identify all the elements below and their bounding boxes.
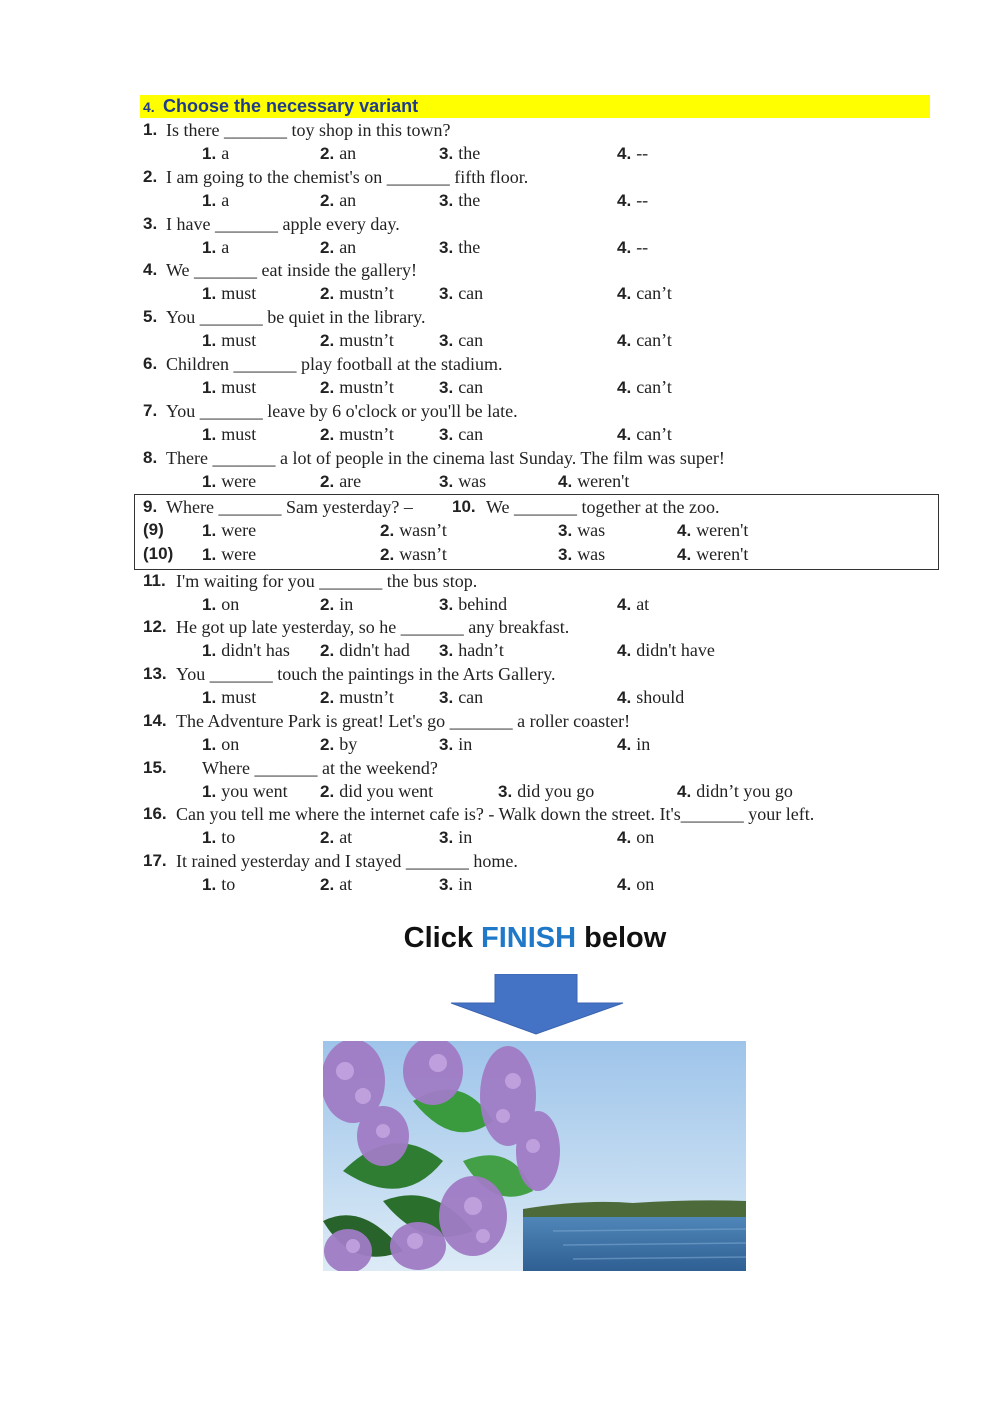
- question-line: [0, 571, 1000, 595]
- question-text: Where _______ at the weekend?: [202, 758, 438, 778]
- question-text: Can you tell me where the internet cafe is? - Walk down the street. It's_______ your left.: [176, 804, 815, 824]
- question-number: 11.: [143, 571, 166, 590]
- option-text: can’t: [636, 377, 672, 397]
- answer-option[interactable]: [202, 640, 290, 661]
- option-text: should: [636, 687, 685, 707]
- option-number: 4.: [617, 875, 632, 894]
- question-line: [0, 354, 1000, 378]
- question-line: [0, 214, 1000, 238]
- option-number: 2.: [380, 521, 395, 540]
- options-line: [0, 471, 1000, 495]
- option-number: 4.: [617, 284, 632, 303]
- option-text: in: [458, 874, 473, 894]
- option-number: 3.: [439, 425, 454, 444]
- option-text: an: [339, 237, 357, 257]
- answer-option[interactable]: [439, 471, 486, 492]
- option-number: 1.: [202, 735, 217, 754]
- question-line: [0, 851, 1000, 875]
- option-number: 2.: [320, 378, 335, 397]
- option-text: at: [339, 874, 353, 894]
- option-number: 4.: [677, 521, 692, 540]
- answer-option[interactable]: [439, 330, 483, 351]
- answer-option[interactable]: [439, 827, 472, 848]
- option-text: a: [221, 237, 230, 257]
- option-number: 1.: [202, 875, 217, 894]
- option-number: 1.: [202, 472, 217, 491]
- answer-option[interactable]: [202, 471, 256, 492]
- blank-tag: (9): [143, 520, 164, 539]
- option-number: 4.: [677, 545, 692, 564]
- option-number: 2.: [320, 782, 335, 801]
- option-number: 2.: [320, 875, 335, 894]
- option-text: in: [636, 734, 651, 754]
- option-text: --: [636, 237, 649, 257]
- option-number: 1.: [202, 284, 217, 303]
- option-text: by: [339, 734, 358, 754]
- option-text: at: [339, 827, 353, 847]
- option-text: was: [577, 544, 606, 564]
- question-number: 17.: [143, 851, 167, 870]
- option-number: 4.: [677, 782, 692, 801]
- question-number: 6.: [143, 354, 158, 373]
- answer-option[interactable]: [439, 874, 472, 895]
- option-text: mustn’t: [339, 377, 394, 397]
- option-text: must: [221, 283, 257, 303]
- option-number: 1.: [202, 331, 217, 350]
- option-text: must: [221, 377, 257, 397]
- answer-option[interactable]: [439, 424, 483, 445]
- option-number: 4.: [617, 144, 632, 163]
- option-text: mustn’t: [339, 330, 394, 350]
- options-line: [0, 377, 1000, 401]
- heading-number: 4.: [143, 99, 155, 115]
- answer-option[interactable]: [439, 594, 507, 615]
- section-heading: [140, 95, 930, 118]
- answer-option[interactable]: [202, 424, 256, 445]
- question-number: 12.: [143, 617, 167, 636]
- answer-option[interactable]: [320, 190, 356, 211]
- option-text: a: [221, 190, 230, 210]
- answer-option[interactable]: [320, 827, 352, 848]
- option-number: 4.: [617, 425, 632, 444]
- option-text: weren't: [696, 520, 749, 540]
- option-number: 1.: [202, 191, 217, 210]
- question-text: We _______ together at the zoo.: [486, 497, 720, 517]
- option-text: didn't have: [636, 640, 715, 660]
- question-line: [0, 167, 1000, 191]
- answer-option[interactable]: [320, 594, 353, 615]
- question-line: [0, 401, 1000, 425]
- options-line: [0, 687, 1000, 711]
- option-number: 3.: [439, 875, 454, 894]
- option-text: can: [458, 687, 484, 707]
- option-text: were: [221, 544, 257, 564]
- option-text: were: [221, 471, 257, 491]
- option-text: behind: [458, 594, 508, 614]
- answer-option[interactable]: [320, 781, 433, 802]
- answer-option[interactable]: [439, 640, 504, 661]
- answer-option[interactable]: [617, 190, 648, 211]
- option-number: 4.: [617, 331, 632, 350]
- answer-option[interactable]: [677, 781, 793, 802]
- question-number: 14.: [143, 711, 167, 730]
- question-number: 8.: [143, 448, 158, 467]
- answer-option[interactable]: [320, 143, 356, 164]
- options-line: [0, 283, 1000, 307]
- question-line: [0, 307, 1000, 331]
- lilac-flowers-lake-photo: [323, 1041, 746, 1271]
- option-text: can: [458, 283, 484, 303]
- answer-option[interactable]: [558, 471, 629, 492]
- option-text: can’t: [636, 424, 672, 444]
- question-number: 15.: [143, 758, 167, 777]
- option-number: 2.: [320, 191, 335, 210]
- option-text: the: [458, 143, 481, 163]
- option-number: 4.: [617, 828, 632, 847]
- question-number: 13.: [143, 664, 167, 683]
- option-number: 2.: [320, 331, 335, 350]
- option-text: a: [221, 143, 230, 163]
- option-number: 4.: [617, 595, 632, 614]
- option-text: weren't: [696, 544, 749, 564]
- option-text: can: [458, 377, 484, 397]
- option-text: can: [458, 424, 484, 444]
- question-number: 16.: [143, 804, 167, 823]
- option-number: 1.: [202, 521, 217, 540]
- answer-option[interactable]: [320, 874, 352, 895]
- answer-option[interactable]: [617, 330, 672, 351]
- options-line: [0, 143, 1000, 167]
- answer-option[interactable]: [439, 377, 483, 398]
- question-text: I have _______ apple every day.: [166, 214, 400, 234]
- answer-option[interactable]: [202, 143, 229, 164]
- answer-option[interactable]: [320, 237, 356, 258]
- option-text: on: [221, 734, 240, 754]
- answer-option[interactable]: [617, 734, 650, 755]
- question-line: [0, 711, 1000, 735]
- options-line: [0, 640, 1000, 664]
- options-line: [0, 734, 1000, 758]
- answer-option[interactable]: [439, 190, 480, 211]
- answer-option[interactable]: [617, 237, 648, 258]
- options-line: [0, 781, 1000, 805]
- answer-option[interactable]: [320, 283, 394, 304]
- answer-option[interactable]: [320, 640, 410, 661]
- question-line: [0, 120, 1000, 144]
- option-text: did you went: [339, 781, 434, 801]
- option-number: 4.: [617, 378, 632, 397]
- option-number: 3.: [439, 191, 454, 210]
- option-number: 1.: [202, 545, 217, 564]
- answer-option[interactable]: [439, 734, 472, 755]
- option-text: didn’t you go: [696, 781, 793, 801]
- option-number: 1.: [202, 688, 217, 707]
- option-text: hadn’t: [458, 640, 504, 660]
- option-text: must: [221, 330, 257, 350]
- answer-option[interactable]: [439, 283, 483, 304]
- question-line: [0, 758, 1000, 782]
- option-number: 3.: [558, 545, 573, 564]
- option-text: wasn’t: [399, 544, 447, 564]
- answer-option[interactable]: [320, 330, 394, 351]
- finish-word: FINISH: [481, 922, 577, 954]
- question-text: You _______ leave by 6 o'clock or you'll be late.: [166, 401, 518, 421]
- question-text: Is there _______ toy shop in this town?: [166, 120, 451, 140]
- answer-option[interactable]: [202, 377, 256, 398]
- question-text: I'm waiting for you _______ the bus stop.: [176, 571, 478, 591]
- question-text: The Adventure Park is great! Let's go _______ a roller coaster!: [176, 711, 631, 731]
- options-line: [0, 594, 1000, 618]
- answer-option[interactable]: [617, 424, 672, 445]
- options-line: [0, 237, 1000, 261]
- option-text: to: [221, 874, 236, 894]
- option-text: an: [339, 143, 357, 163]
- option-text: can’t: [636, 330, 672, 350]
- answer-option[interactable]: [617, 827, 654, 848]
- question-text: Where _______ Sam yesterday? –: [166, 497, 413, 517]
- question-text: He got up late yesterday, so he _______ any breakfast.: [176, 617, 570, 637]
- answer-option[interactable]: [202, 827, 235, 848]
- option-number: 3.: [439, 735, 454, 754]
- option-number: 2.: [320, 144, 335, 163]
- answer-option[interactable]: [320, 424, 394, 445]
- question-number: 3.: [143, 214, 158, 233]
- option-number: 3.: [439, 641, 454, 660]
- option-text: are: [339, 471, 362, 491]
- option-text: on: [636, 827, 655, 847]
- option-text: mustn’t: [339, 687, 394, 707]
- question-number: 5.: [143, 307, 158, 326]
- answer-option[interactable]: [617, 283, 672, 304]
- question-line: [0, 664, 1000, 688]
- answer-option[interactable]: [202, 594, 239, 615]
- option-number: 1.: [202, 425, 217, 444]
- option-text: was: [458, 471, 487, 491]
- option-number: 3.: [439, 284, 454, 303]
- answer-option[interactable]: [202, 734, 239, 755]
- option-text: must: [221, 424, 257, 444]
- answer-option[interactable]: [617, 874, 654, 895]
- below-word: below: [576, 922, 667, 954]
- blank-tag: (10): [143, 544, 174, 563]
- option-number: 1.: [202, 238, 217, 257]
- answer-option[interactable]: [439, 687, 483, 708]
- option-text: the: [458, 190, 481, 210]
- answer-option[interactable]: [202, 874, 235, 895]
- question-9-10-box: [134, 494, 939, 570]
- option-number: 2.: [320, 472, 335, 491]
- option-number: 2.: [320, 238, 335, 257]
- option-number: 2.: [320, 688, 335, 707]
- answer-option[interactable]: [320, 377, 394, 398]
- option-number: 3.: [439, 472, 454, 491]
- question-text: You _______ touch the paintings in the Arts Gallery.: [176, 664, 556, 684]
- option-text: in: [458, 827, 473, 847]
- answer-option[interactable]: [202, 190, 229, 211]
- answer-option[interactable]: [498, 781, 594, 802]
- option-text: --: [636, 190, 649, 210]
- question-line: [0, 617, 1000, 641]
- option-number: 1.: [202, 595, 217, 614]
- option-text: mustn’t: [339, 424, 394, 444]
- question-line: [0, 804, 1000, 828]
- question-number: 1.: [143, 120, 158, 139]
- question-text: There _______ a lot of people in the cinema last Sunday. The film was super!: [166, 448, 725, 468]
- option-text: wasn’t: [399, 520, 447, 540]
- options-line: [0, 874, 1000, 898]
- question-number: 7.: [143, 401, 158, 420]
- option-number: 3.: [439, 144, 454, 163]
- option-text: in: [339, 594, 354, 614]
- option-text: an: [339, 190, 357, 210]
- click-finish-instruction: [0, 922, 1000, 955]
- answer-option[interactable]: [320, 687, 394, 708]
- answer-option[interactable]: [320, 734, 357, 755]
- down-arrow-icon: [449, 974, 625, 1036]
- options-line: [0, 424, 1000, 448]
- question-number: 2.: [143, 167, 158, 186]
- option-number: 4.: [617, 641, 632, 660]
- option-number: 1.: [202, 378, 217, 397]
- option-number: 3.: [498, 782, 513, 801]
- option-number: 3.: [439, 688, 454, 707]
- option-text: were: [221, 520, 257, 540]
- option-number: 1.: [202, 782, 217, 801]
- answer-option[interactable]: [320, 471, 361, 492]
- option-text: can: [458, 330, 484, 350]
- question-number: 9.: [143, 497, 158, 516]
- option-number: 3.: [439, 595, 454, 614]
- option-number: 3.: [439, 331, 454, 350]
- option-text: on: [636, 874, 655, 894]
- option-number: 3.: [558, 521, 573, 540]
- option-number: 2.: [380, 545, 395, 564]
- question-line: [0, 260, 1000, 284]
- answer-option[interactable]: [202, 283, 256, 304]
- question-number: 10.: [452, 497, 476, 516]
- option-number: 2.: [320, 735, 335, 754]
- question-text: I am going to the chemist's on _______ fifth floor.: [166, 167, 529, 187]
- option-text: mustn’t: [339, 283, 394, 303]
- option-text: was: [577, 520, 606, 540]
- question-text: We _______ eat inside the gallery!: [166, 260, 417, 280]
- option-number: 2.: [320, 828, 335, 847]
- question-number: 4.: [143, 260, 158, 279]
- option-text: weren't: [577, 471, 630, 491]
- answer-option[interactable]: [202, 237, 229, 258]
- option-text: at: [636, 594, 650, 614]
- option-text: you went: [221, 781, 288, 801]
- option-text: must: [221, 687, 257, 707]
- question-text: It rained yesterday and I stayed _______ home.: [176, 851, 518, 871]
- option-number: 2.: [320, 641, 335, 660]
- option-number: 4.: [617, 735, 632, 754]
- option-text: didn't had: [339, 640, 410, 660]
- answer-option[interactable]: [439, 143, 480, 164]
- option-text: didn't has: [221, 640, 290, 660]
- answer-option[interactable]: [617, 640, 715, 661]
- option-number: 4.: [617, 688, 632, 707]
- option-number: 4.: [617, 238, 632, 257]
- option-text: the: [458, 237, 481, 257]
- click-word: Click: [403, 922, 482, 954]
- option-number: 3.: [439, 238, 454, 257]
- option-number: 2.: [320, 595, 335, 614]
- options-line: [0, 190, 1000, 214]
- option-number: 2.: [320, 284, 335, 303]
- question-text: You _______ be quiet in the library.: [166, 307, 426, 327]
- answer-option[interactable]: [202, 781, 288, 802]
- answer-option[interactable]: [617, 594, 649, 615]
- option-text: to: [221, 827, 236, 847]
- question-text: Children _______ play football at the stadium.: [166, 354, 503, 374]
- option-number: 1.: [202, 641, 217, 660]
- option-number: 4.: [617, 191, 632, 210]
- option-text: did you go: [517, 781, 595, 801]
- option-number: 3.: [439, 828, 454, 847]
- answer-option[interactable]: [202, 330, 256, 351]
- option-text: in: [458, 734, 473, 754]
- option-number: 2.: [320, 425, 335, 444]
- option-text: --: [636, 143, 649, 163]
- option-number: 3.: [439, 378, 454, 397]
- options-line: [0, 330, 1000, 354]
- option-number: 1.: [202, 828, 217, 847]
- option-number: 1.: [202, 144, 217, 163]
- answer-option[interactable]: [617, 377, 672, 398]
- answer-option[interactable]: [202, 687, 256, 708]
- question-line: [0, 448, 1000, 472]
- option-text: can’t: [636, 283, 672, 303]
- option-number: 4.: [558, 472, 573, 491]
- answer-option[interactable]: [617, 143, 648, 164]
- heading-text: Choose the necessary variant: [163, 96, 419, 116]
- answer-option[interactable]: [617, 687, 684, 708]
- answer-option[interactable]: [439, 237, 480, 258]
- option-text: on: [221, 594, 240, 614]
- options-line: [0, 827, 1000, 851]
